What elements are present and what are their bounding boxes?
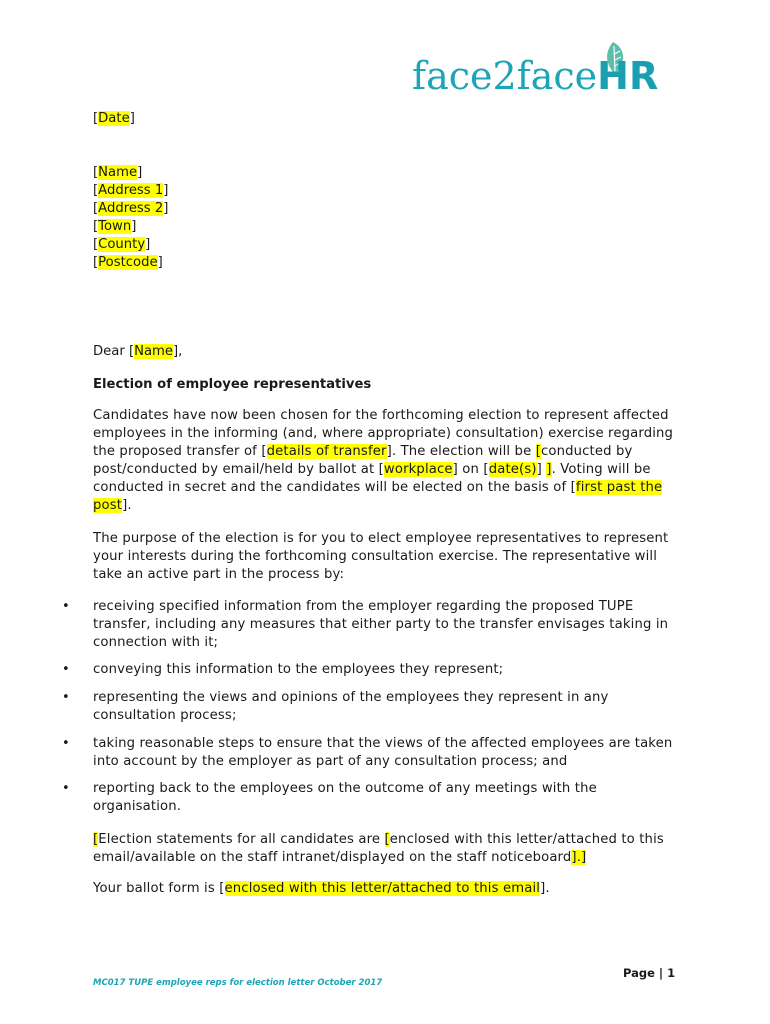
paragraph-election-statements	[93, 831, 683, 867]
list-item: receiving specified information from the employer regarding the proposed TUPE transfer, including any measures that either party to the transfer envisages taking in connection with it;	[93, 599, 669, 650]
address-field: Address 1	[98, 183, 164, 198]
bracket-close: ]	[129, 111, 135, 126]
bullet-marker: •	[62, 690, 70, 705]
bracket-close: ]	[137, 165, 143, 180]
text: conducted by post/conducted by email/held by ballot at [	[93, 444, 633, 477]
bracket-close: ]	[163, 201, 169, 216]
ballot-delivery-field: enclosed with this letter/attached to this email	[224, 881, 541, 896]
bullet-marker: •	[62, 781, 70, 796]
highlight-bracket: ].]	[571, 850, 587, 865]
address-line-town	[93, 218, 136, 236]
transfer-details-field: details of transfer	[266, 444, 387, 459]
address-field: Name	[98, 165, 138, 180]
date-line	[93, 110, 135, 128]
list-item: representing the views and opinions of the employees they represent in any consultation process;	[93, 690, 609, 723]
letter-heading: Election of employee representatives	[93, 377, 372, 392]
bullet-marker: •	[62, 662, 70, 677]
text: Your ballot form is [	[93, 881, 225, 896]
bracket-open: [	[93, 111, 99, 126]
text: Election statements for all candidates are	[98, 832, 385, 847]
paragraph-ballot-form	[93, 880, 683, 898]
address-line-2	[93, 200, 168, 218]
logo-text-hr: HR	[597, 54, 659, 98]
bracket-close: ]	[157, 255, 163, 270]
text: ]	[536, 462, 547, 477]
address-field: Postcode	[98, 255, 158, 270]
bracket-open: [	[93, 201, 99, 216]
voting-method-field: first past the post	[93, 480, 663, 513]
address-line-county	[93, 236, 150, 254]
logo-wordmark	[412, 54, 658, 98]
salutation-prefix: Dear [	[93, 344, 135, 359]
bracket-close: ]	[145, 237, 151, 252]
salutation-suffix: ],	[173, 344, 183, 359]
address-line-name	[93, 164, 142, 182]
address-field: County	[98, 237, 146, 252]
date-field: Date	[98, 111, 130, 126]
paragraph-purpose: The purpose of the election is for you to elect employee representatives to represent your interests during the forthcoming consultation exercise. The representative will take an active part in the process by:	[93, 531, 669, 582]
logo-text-main: face2face	[412, 54, 598, 98]
bracket-open: [	[93, 165, 99, 180]
salutation-name-field: Name	[134, 344, 174, 359]
highlight-bracket: [	[384, 832, 390, 847]
dates-field: date(s)	[488, 462, 537, 477]
workplace-field: workplace	[383, 462, 453, 477]
text: Candidates have now been chosen for the forthcoming election to represent affected employees in the informing (and, where appropriate) consultation) exercise regarding the proposed transfer of [	[93, 408, 674, 459]
company-logo	[412, 40, 680, 110]
address-line-1	[93, 182, 168, 200]
highlight-bracket: [	[93, 832, 99, 847]
text: ].	[122, 498, 132, 513]
highlight-bracket: ]	[546, 462, 552, 477]
bracket-open: [	[93, 237, 99, 252]
text: ] on [	[452, 462, 489, 477]
list-item: conveying this information to the employees they represent;	[93, 662, 504, 677]
address-line-postcode	[93, 254, 163, 272]
bullet-marker: •	[62, 736, 70, 751]
bullet-marker: •	[62, 599, 70, 614]
text: ].	[540, 881, 550, 896]
footer-doc-reference: MC017 TUPE employee reps for election letter October 2017	[93, 978, 383, 988]
address-field: Address 2	[98, 201, 164, 216]
list-item: reporting back to the employees on the outcome of any meetings with the organisation.	[93, 781, 597, 814]
text: enclosed with this letter/attached to this email/available on the staff intranet/displayed on the staff noticeboard	[93, 832, 664, 865]
page-number: Page | 1	[623, 966, 676, 980]
bracket-open: [	[93, 219, 99, 234]
bracket-close: ]	[163, 183, 169, 198]
text: . Voting will be conducted in secret and the candidates will be elected on the basis of [	[93, 462, 651, 495]
bracket-open: [	[93, 183, 99, 198]
text: ]. The election will be	[386, 444, 536, 459]
bracket-close: ]	[131, 219, 137, 234]
address-field: Town	[98, 219, 132, 234]
bracket-open: [	[93, 255, 99, 270]
paragraph-election-details	[93, 407, 683, 515]
salutation	[93, 343, 182, 361]
list-item: taking reasonable steps to ensure that the views of the affected employees are taken into account by the employer as part of any consultation process; and	[93, 736, 673, 769]
highlight-bracket: [	[535, 444, 541, 459]
